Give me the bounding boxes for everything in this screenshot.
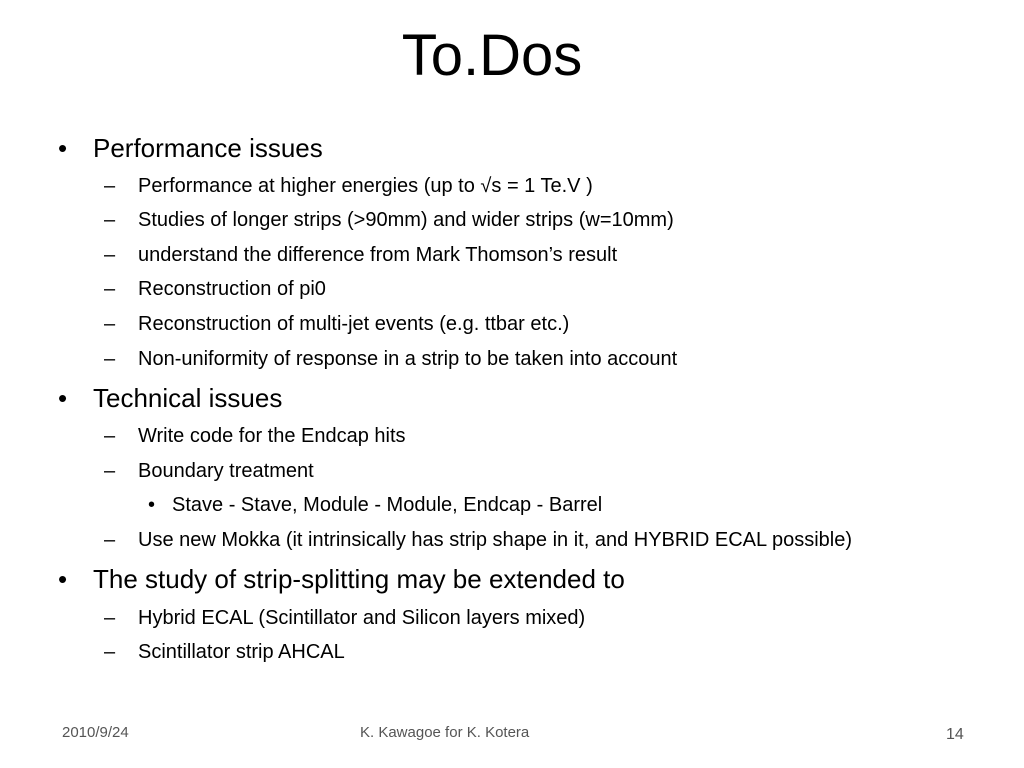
footer-author: K. Kawagoe for K. Kotera [360, 724, 530, 741]
list-item [104, 276, 326, 302]
list-item-text: Write code for the Endcap hits [138, 425, 406, 447]
dash-marker: – [104, 641, 116, 663]
dash-marker: – [104, 278, 116, 300]
list-item [104, 346, 677, 372]
list-item-text: Performance at higher energies (up to √s = 1 Te.V ) [138, 175, 593, 197]
dash-marker: – [104, 244, 116, 266]
list-item [104, 527, 852, 553]
list-item-text: Stave - Stave, Module - Module, Endcap - Barrel [172, 494, 603, 516]
slide-title: To.Dos [401, 23, 583, 88]
bullet-marker: • [148, 494, 156, 516]
list-item-text: Non-uniformity of response in a strip to be taken into account [138, 348, 678, 370]
section-heading-technical [58, 382, 282, 414]
section-heading-text: The study of strip-splitting may be extended to [93, 564, 625, 594]
list-item-text: Scintillator strip AHCAL [138, 641, 345, 663]
dash-marker: – [104, 348, 116, 370]
footer-date: 2010/9/24 [62, 724, 129, 741]
list-item-text: Studies of longer strips (>90mm) and wider strips (w=10mm) [138, 209, 674, 231]
list-item-text: understand the difference from Mark Thomson’s result [138, 244, 618, 266]
bullet-marker: • [58, 383, 68, 413]
sub-list-item [148, 492, 602, 518]
list-item-text: Boundary treatment [138, 460, 314, 482]
list-item [104, 605, 585, 631]
dash-marker: – [104, 460, 116, 482]
list-item [104, 173, 593, 199]
list-item [104, 311, 569, 337]
list-item-text: Reconstruction of multi-jet events (e.g. ttbar etc.) [138, 313, 570, 335]
dash-marker: – [104, 425, 116, 447]
bullet-marker: • [58, 564, 68, 594]
list-item-text: Hybrid ECAL (Scintillator and Silicon layers mixed) [138, 607, 586, 629]
dash-marker: – [104, 529, 116, 551]
section-heading-extension [58, 563, 625, 595]
bullet-marker: • [58, 133, 68, 163]
list-item-text: Use new Mokka (it intrinsically has strip shape in it, and HYBRID ECAL possible) [138, 529, 852, 551]
list-item [104, 639, 345, 665]
section-heading-text: Technical issues [93, 383, 283, 413]
list-item [104, 423, 406, 449]
list-item-text: Reconstruction of pi0 [138, 278, 326, 300]
section-heading-text: Performance issues [93, 133, 323, 163]
list-item [104, 207, 674, 233]
dash-marker: – [104, 209, 116, 231]
dash-marker: – [104, 313, 116, 335]
list-item [104, 242, 617, 268]
dash-marker: – [104, 175, 116, 197]
dash-marker: – [104, 607, 116, 629]
section-heading-performance [58, 132, 323, 164]
list-item [104, 458, 314, 484]
page-number: 14 [946, 726, 964, 743]
